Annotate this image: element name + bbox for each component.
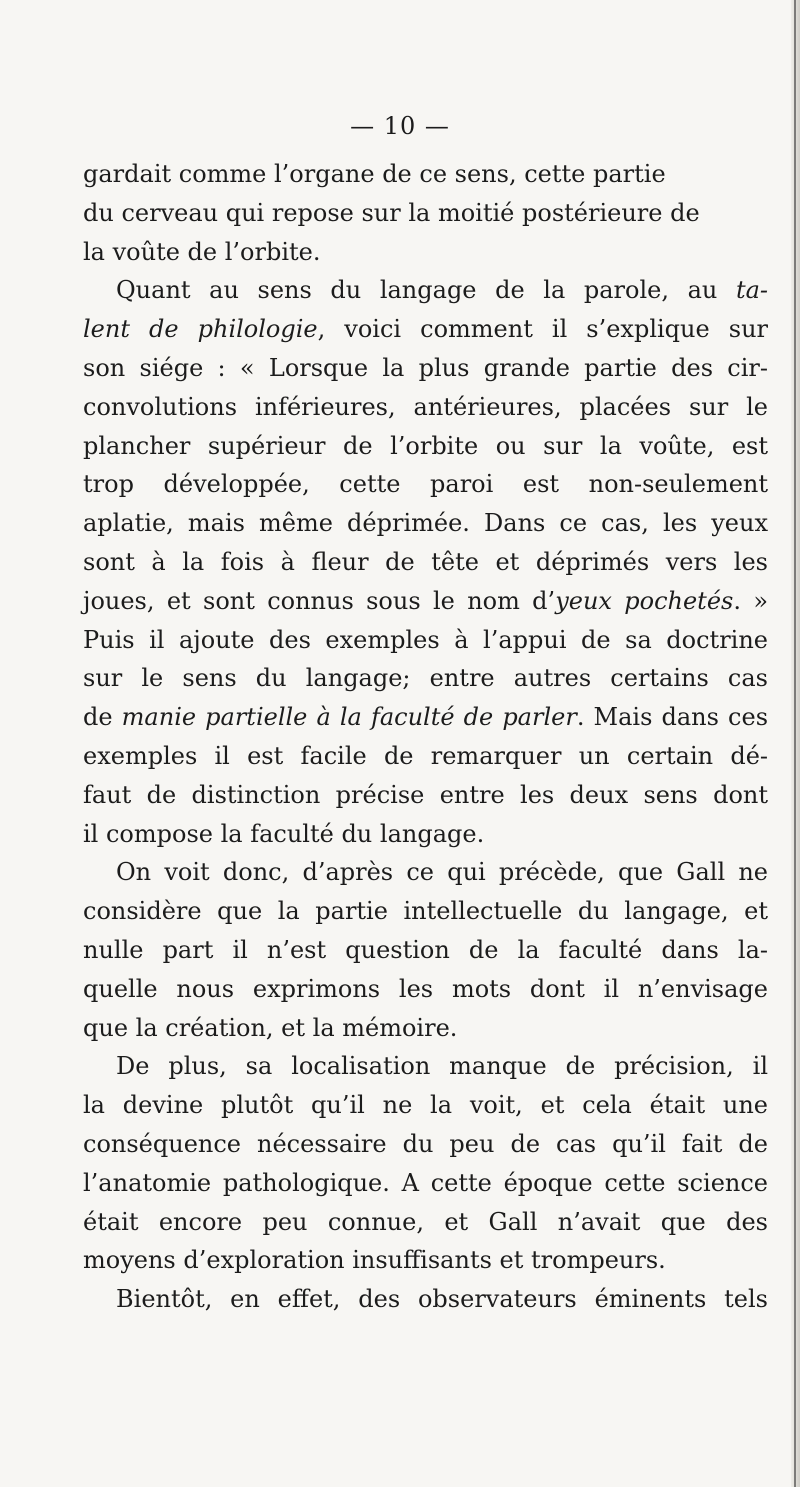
text-line: du cerveau qui repose sur la moitié postérieure de — [83, 198, 700, 227]
text-line: sont à la fois à fleur de tête et déprimés vers les — [83, 547, 768, 576]
text-line: était encore peu connue, et Gall n’avait que des — [83, 1207, 768, 1236]
text-line: Puis il ajoute des exemples à l’appui de sa doctrine — [83, 625, 768, 654]
text-line: Bientôt, en effet, des observateurs éminents tels — [116, 1285, 768, 1314]
text-line: joues, et sont connus sous le nom d’yeux pochetés. » — [83, 586, 769, 615]
text-line: l’anatomie pathologique. A cette époque cette science — [83, 1168, 768, 1197]
text-line: exemples il est facile de remarquer un certain dé- — [83, 741, 768, 770]
page-edge-line — [794, 0, 796, 1487]
text-line: de manie partielle à la faculté de parler. Mais dans ces — [83, 703, 769, 732]
text-line: sur le sens du langage; entre autres certains cas — [83, 664, 768, 693]
text-line: nulle part il n’est question de la faculté dans la- — [83, 935, 768, 964]
page-number: — 10 — — [350, 112, 450, 140]
text-line: la voûte de l’orbite. — [83, 237, 321, 266]
text-line: faut de distinction précise entre les deux sens dont — [83, 780, 768, 809]
text-line: lent de philologie, voici comment il s’explique sur — [83, 315, 768, 344]
text-line: De plus, sa localisation manque de précision, il — [116, 1052, 768, 1081]
text-line: gardait comme l’organe de ce sens, cette partie — [83, 160, 666, 188]
text-line: quelle nous exprimons les mots dont il n’envisage — [83, 974, 768, 1003]
text-line: il compose la faculté du langage. — [83, 819, 485, 848]
text-line: plancher supérieur de l’orbite ou sur la voûte, est — [83, 431, 768, 460]
text-line: convolutions inférieures, antérieures, placées sur le — [83, 392, 768, 421]
text-line: aplatie, mais même déprimée. Dans ce cas, les yeux — [83, 509, 768, 538]
text-line: On voit donc, d’après ce qui précède, que Gall ne — [116, 858, 768, 887]
text-line: Quant au sens du langage de la parole, au ta- — [116, 276, 768, 305]
text-line: que la création, et la mémoire. — [83, 1013, 458, 1042]
text-line: conséquence nécessaire du peu de cas qu’il fait de — [83, 1129, 768, 1158]
text-line: considère que la partie intellectuelle du langage, et — [83, 897, 768, 926]
text-line: trop développée, cette paroi est non-seulement — [83, 470, 768, 499]
body-text — [83, 155, 768, 1319]
text-line: moyens d’exploration insuffisants et trompeurs. — [83, 1246, 666, 1275]
text-line: la devine plutôt qu’il ne la voit, et cela était une — [83, 1091, 768, 1120]
text-line: son siége : « Lorsque la plus grande partie des cir- — [83, 353, 768, 382]
